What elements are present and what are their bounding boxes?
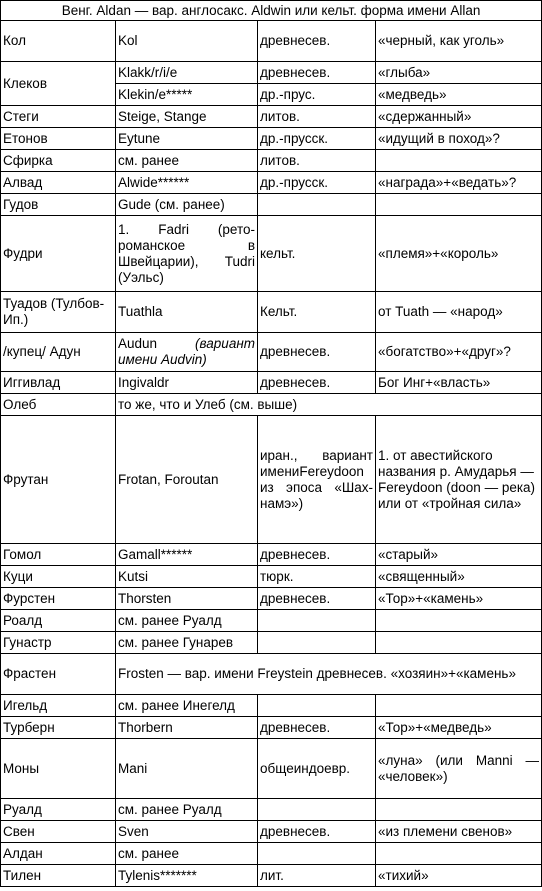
name-cell: Фурстен xyxy=(1,588,116,610)
name-cell: Гомол xyxy=(1,544,116,566)
source-cell: то же, что и Улеб (см. выше) xyxy=(116,394,542,416)
table-row xyxy=(1,394,542,416)
name-cell: Стеги xyxy=(1,106,116,128)
source-cell: см. ранее xyxy=(116,843,258,865)
table-row xyxy=(1,21,542,62)
language-cell: древнесев. xyxy=(258,333,376,372)
name-cell: /купец/ Адун xyxy=(1,333,116,372)
meaning-cell: «Тор»+«медведь» xyxy=(376,717,542,739)
name-cell: Олеб xyxy=(1,394,116,416)
table-row xyxy=(1,654,542,695)
meaning-cell: «медведь» xyxy=(376,84,542,106)
source-cell xyxy=(116,333,258,372)
table-row xyxy=(1,865,542,887)
meaning-cell: «сдержанный» xyxy=(376,106,542,128)
meaning-cell: «тихий» xyxy=(376,865,542,887)
meaning-cell xyxy=(376,194,542,216)
table-row xyxy=(1,799,542,821)
table-row xyxy=(1,695,542,717)
table-row xyxy=(1,610,542,632)
language-cell: общеиндоевр. xyxy=(258,739,376,799)
name-cell: Гудов xyxy=(1,194,116,216)
name-cell: Алдан xyxy=(1,843,116,865)
language-cell: древнесев. xyxy=(258,821,376,843)
source-cell: Sven xyxy=(116,821,258,843)
meaning-cell: «Тор»+«камень» xyxy=(376,588,542,610)
name-cell: Куци xyxy=(1,566,116,588)
source-cell: Eytune xyxy=(116,128,258,150)
language-cell xyxy=(258,194,376,216)
source-cell: Thorbern xyxy=(116,717,258,739)
language-cell: древнесев. xyxy=(258,62,376,84)
language-cell: древнесев. xyxy=(258,717,376,739)
meaning-cell xyxy=(376,695,542,717)
name-cell: Иггивлад xyxy=(1,372,116,394)
source-cell: Tylenis******* xyxy=(116,865,258,887)
table-row xyxy=(1,194,542,216)
meaning-cell: «священный» xyxy=(376,566,542,588)
source-cell: Klekin/e***** xyxy=(116,84,258,106)
table-row xyxy=(1,632,542,654)
table-row xyxy=(1,739,542,799)
name-cell: Туадов (Тулбов-Ип.) xyxy=(1,292,116,333)
language-cell: др.-прус. xyxy=(258,84,376,106)
name-cell: Свен xyxy=(1,821,116,843)
language-cell: литов. xyxy=(258,150,376,172)
language-cell: кельт. xyxy=(258,216,376,292)
table-row xyxy=(1,416,542,544)
table-row xyxy=(1,216,542,292)
meaning-cell: «глыба» xyxy=(376,62,542,84)
name-cell: Игельд xyxy=(1,695,116,717)
table-row xyxy=(1,333,542,372)
meaning-cell: «черный, как уголь» xyxy=(376,21,542,62)
name-cell: Гунастр xyxy=(1,632,116,654)
table-row xyxy=(1,717,542,739)
table-row xyxy=(1,588,542,610)
meaning-cell: от Tuath — «народ» xyxy=(376,292,542,333)
language-cell: иран., вариант имениFereydoon из эпоса «Шах-намэ») xyxy=(258,416,376,544)
language-cell: др.-прусск. xyxy=(258,172,376,194)
source-cell: Ingivaldr xyxy=(116,372,258,394)
table-row xyxy=(1,106,542,128)
name-cell: Етонов xyxy=(1,128,116,150)
source-cell: Mani xyxy=(116,739,258,799)
name-cell: Роалд xyxy=(1,610,116,632)
language-cell: древнесев. xyxy=(258,544,376,566)
meaning-cell: «старый» xyxy=(376,544,542,566)
meaning-cell: «из племени свенов» xyxy=(376,821,542,843)
name-cell: Сфирка xyxy=(1,150,116,172)
meaning-cell: «идущий в поход»? xyxy=(376,128,542,150)
language-cell xyxy=(258,695,376,717)
name-cell: Фудри xyxy=(1,216,116,292)
meaning-cell xyxy=(376,150,542,172)
name-cell: Фрастен xyxy=(1,654,116,695)
name-cell: Тилен xyxy=(1,865,116,887)
meaning-cell xyxy=(376,799,542,821)
meaning-cell: 1. от авестийского названия р. Амударья — Fereydoon (doon — река) или от «тройная сила» xyxy=(376,416,542,544)
language-cell: древнесев. xyxy=(258,21,376,62)
source-cell: Frotan, Foroutan xyxy=(116,416,258,544)
source-cell: Tuathla xyxy=(116,292,258,333)
source-cell: 1. Fadri (рето-романское в Швейцарии), Tudri (Уэльс) xyxy=(116,216,258,292)
language-cell: др.-прусск. xyxy=(258,128,376,150)
language-cell xyxy=(258,799,376,821)
source-cell: Gamall****** xyxy=(116,544,258,566)
name-cell: Турберн xyxy=(1,717,116,739)
source-cell: Steige, Stange xyxy=(116,106,258,128)
table-row xyxy=(1,62,542,84)
source-cell: Thorsten xyxy=(116,588,258,610)
language-cell: лит. xyxy=(258,865,376,887)
source-cell: см. ранее Руалд xyxy=(116,799,258,821)
name-cell: Кол xyxy=(1,21,116,62)
source-cell: Kutsi xyxy=(116,566,258,588)
table-row xyxy=(1,172,542,194)
meaning-cell: «богатство»+«друг»? xyxy=(376,333,542,372)
table-row xyxy=(1,372,542,394)
source-cell: Kol xyxy=(116,21,258,62)
table-row xyxy=(1,292,542,333)
language-cell: тюрк. xyxy=(258,566,376,588)
source-cell: см. ранее xyxy=(116,150,258,172)
meaning-cell xyxy=(376,632,542,654)
table-row xyxy=(1,150,542,172)
table-header-row xyxy=(1,1,542,21)
language-cell xyxy=(258,610,376,632)
language-cell: литов. xyxy=(258,106,376,128)
source-cell: Alwide****** xyxy=(116,172,258,194)
meaning-cell xyxy=(376,843,542,865)
table-row xyxy=(1,566,542,588)
language-cell: древнесев. xyxy=(258,372,376,394)
source-cell: Gude (см. ранее) xyxy=(116,194,258,216)
table-row xyxy=(1,843,542,865)
table-row xyxy=(1,128,542,150)
table-row xyxy=(1,821,542,843)
source-cell: см. ранее Гунарев xyxy=(116,632,258,654)
name-cell: Моны xyxy=(1,739,116,799)
meaning-cell xyxy=(376,610,542,632)
meaning-cell: «награда»+«ведать»? xyxy=(376,172,542,194)
table-header-cell: Венг. Aldan — вар. англосакс. Aldwin или кельт. форма имени Allan xyxy=(1,1,542,21)
name-cell: Клеков xyxy=(1,62,116,106)
name-cell: Алвад xyxy=(1,172,116,194)
source-cell: Frosten — вар. имени Freystein древнесев. «хозяин»+«камень» xyxy=(116,654,542,695)
meaning-cell: Бог Инг+«власть» xyxy=(376,372,542,394)
name-cell: Фрутан xyxy=(1,416,116,544)
source-text: Audun xyxy=(118,336,158,351)
source-cell: см. ранее Руалд xyxy=(116,610,258,632)
language-cell xyxy=(258,843,376,865)
language-cell xyxy=(258,632,376,654)
language-cell: Кельт. xyxy=(258,292,376,333)
source-note: (вариант имени Audvin) xyxy=(118,336,255,367)
name-cell: Руалд xyxy=(1,799,116,821)
meaning-cell: «луна» (или Manni — «человек») xyxy=(376,739,542,799)
meaning-cell: «племя»+«король» xyxy=(376,216,542,292)
table-row xyxy=(1,544,542,566)
source-cell: см. ранее Инегелд xyxy=(116,695,258,717)
source-cell: Klakk/r/i/e xyxy=(116,62,258,84)
language-cell: древнесев. xyxy=(258,588,376,610)
